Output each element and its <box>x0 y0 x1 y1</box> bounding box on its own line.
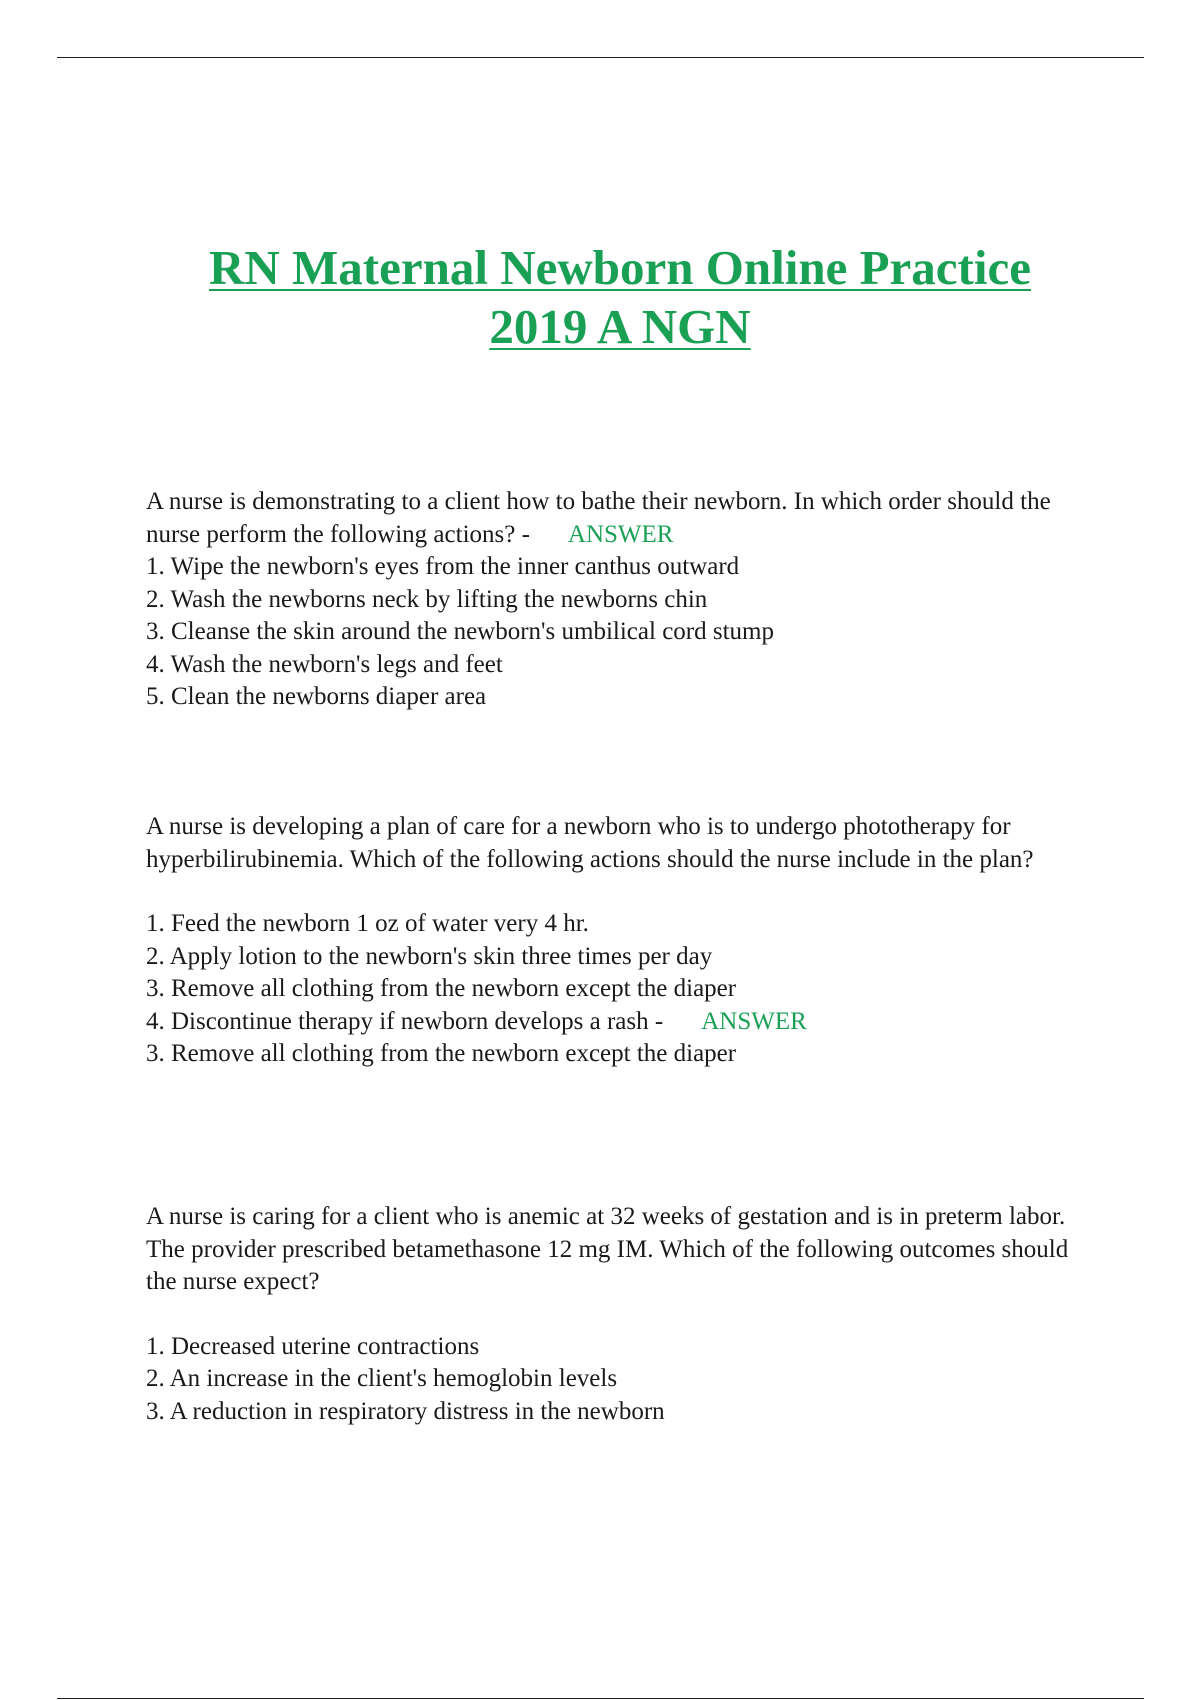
question-2 <box>146 811 1096 1071</box>
question-3 <box>146 1201 1096 1428</box>
answer-options <box>146 551 1096 714</box>
list-item: 2. Apply lotion to the newborn's skin three times per day <box>146 942 713 970</box>
list-item-text: 4. Discontinue therapy if newborn develops a rash - <box>146 1007 664 1035</box>
answer-label: ANSWER <box>701 1007 807 1035</box>
list-item: 1. Decreased uterine contractions <box>146 1332 480 1360</box>
answer-options <box>146 1331 1096 1429</box>
list-item: 1. Wipe the newborn's eyes from the inner canthus outward <box>146 553 740 580</box>
spacer <box>146 1299 1096 1331</box>
question-1 <box>146 486 1096 714</box>
answer-text: 3. Remove all clothing from the newborn except the diaper <box>146 1040 737 1067</box>
list-item: 1. Feed the newborn 1 oz of water very 4 hr. <box>146 910 589 937</box>
list-item: 5. Clean the newborns diaper area <box>146 683 487 710</box>
question-stem: A nurse is developing a plan of care for a newborn who is to undergo phototherapy for hyperbilirubinemia. Which of the following actions should the nurse include in the plan? <box>146 813 1034 873</box>
document-title <box>0 238 1200 356</box>
question-stem: A nurse is caring for a client who is anemic at 32 weeks of gestation and is in preterm labor. The provider prescribed betamethasone 12 mg IM. Which of the following outcomes should the nurse expect? <box>146 1203 1069 1295</box>
question-stem-text: A nurse is demonstrating to a client how to bathe their newborn. In which order should the nurse perform the following actions? - <box>146 488 1051 548</box>
list-item: 4. Wash the newborn's legs and feet <box>146 650 503 678</box>
bottom-rule <box>57 1698 1144 1699</box>
list-item: 3. Cleanse the skin around the newborn's umbilical cord stump <box>146 618 774 645</box>
list-item: 3. A reduction in respiratory distress in the newborn <box>146 1397 665 1425</box>
title-line-2: 2019 A NGN <box>489 299 751 354</box>
top-rule <box>57 57 1144 58</box>
list-item <box>146 1006 1096 1039</box>
answer-label: ANSWER <box>567 520 674 548</box>
list-item: 3. Remove all clothing from the newborn except the diaper <box>146 975 737 1002</box>
spacer <box>146 876 1096 908</box>
list-item: 2. Wash the newborns neck by lifting the newborns chin <box>146 585 708 613</box>
question-stem <box>146 486 1096 551</box>
answer-options <box>146 908 1096 1071</box>
title-line-1: RN Maternal Newborn Online Practice <box>209 240 1031 295</box>
list-item: 2. An increase in the client's hemoglobin levels <box>146 1365 618 1392</box>
